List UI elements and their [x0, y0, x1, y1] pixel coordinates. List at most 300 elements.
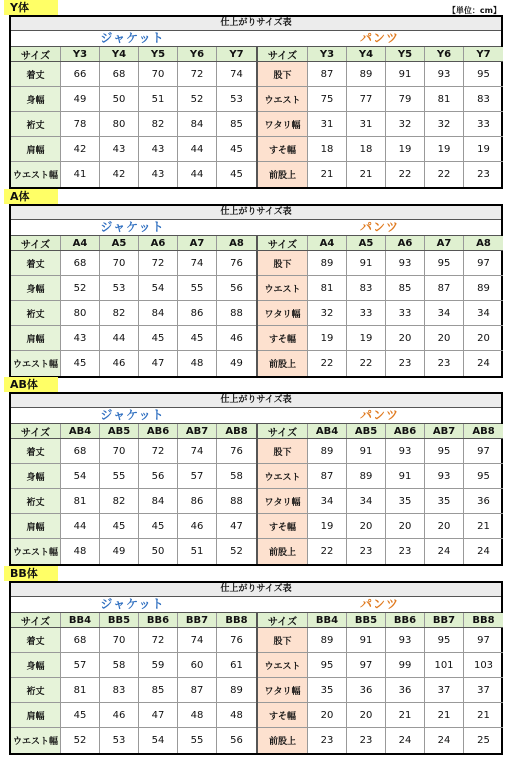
section-tag: BB体 — [4, 566, 58, 581]
size-header-cell: BB8 — [217, 613, 256, 627]
measure-value: 103 — [473, 659, 494, 671]
measure-value: 74 — [178, 439, 217, 463]
table-row — [258, 301, 503, 326]
measure-value: 52 — [61, 276, 100, 300]
measure-value: 91 — [347, 439, 386, 463]
measure-label: 肩幅 — [11, 514, 61, 538]
measure-value: 23 — [347, 539, 386, 564]
measure-value: 36 — [347, 678, 386, 702]
measure-label: 前股上 — [258, 728, 308, 753]
size-header-cell: Y4 — [347, 47, 386, 61]
measure-label: 裄丈 — [11, 301, 61, 325]
measure-value: 74 — [230, 68, 243, 80]
size-table — [9, 392, 503, 566]
measure-value: 46 — [178, 514, 217, 538]
measure-value: 52 — [61, 728, 100, 753]
size-header-cell: BB7 — [425, 613, 464, 627]
size-header-cell: AB5 — [100, 424, 139, 438]
measure-label: 身幅 — [11, 87, 61, 111]
table-row — [258, 439, 503, 464]
measure-label: 裄丈 — [11, 678, 61, 702]
table-row — [11, 137, 256, 162]
table-row — [11, 703, 256, 728]
size-header-cell: Y6 — [178, 47, 217, 61]
group-heading-row — [11, 597, 501, 612]
table-row — [258, 251, 503, 276]
size-header-label: サイズ — [258, 47, 308, 61]
table-row — [11, 251, 256, 276]
jacket-heading: ジャケット — [100, 31, 165, 45]
table-row — [11, 489, 256, 514]
measure-value: 24 — [425, 728, 464, 753]
table-row — [11, 653, 256, 678]
jacket-table — [11, 613, 256, 753]
measure-label: すそ幅 — [258, 326, 308, 350]
measure-value: 21 — [386, 703, 425, 727]
pants-table — [258, 47, 503, 187]
jacket-heading: ジャケット — [100, 408, 165, 422]
measure-value: 20 — [386, 326, 425, 350]
measure-value: 18 — [308, 137, 347, 161]
measure-value: 44 — [178, 162, 217, 187]
section-tag: Y体 — [4, 0, 58, 15]
measure-value: 22 — [386, 162, 425, 187]
size-header-cell: Y6 — [425, 47, 464, 61]
table-row — [11, 514, 256, 539]
size-header-label: サイズ — [258, 613, 308, 627]
size-header-cell: AB8 — [217, 424, 256, 438]
size-header-cell: AB7 — [425, 424, 464, 438]
measure-label: ウエスト — [258, 87, 308, 111]
measure-value: 89 — [347, 62, 386, 86]
table-title: 仕上がりサイズ表 — [11, 17, 501, 31]
pants-table — [258, 424, 503, 564]
measure-value: 93 — [386, 628, 425, 652]
measure-value: 55 — [178, 276, 217, 300]
measure-value: 23 — [308, 728, 347, 753]
measure-label: 着丈 — [11, 62, 61, 86]
measure-value: 70 — [100, 251, 139, 275]
measure-value: 45 — [61, 351, 100, 376]
measure-value: 33 — [386, 301, 425, 325]
measure-value: 82 — [100, 301, 139, 325]
measure-label: 着丈 — [11, 251, 61, 275]
measure-value: 19 — [477, 143, 490, 155]
measure-value: 91 — [347, 628, 386, 652]
measure-value: 84 — [178, 112, 217, 136]
size-header-label: サイズ — [11, 424, 61, 438]
measure-value: 81 — [61, 489, 100, 513]
measure-value: 22 — [425, 162, 464, 187]
table-title: 仕上がりサイズ表 — [11, 394, 501, 408]
size-header-cell: AB6 — [386, 424, 425, 438]
measure-value: 74 — [178, 251, 217, 275]
measure-value: 88 — [230, 495, 243, 507]
measure-value: 45 — [139, 514, 178, 538]
measure-label: ワタリ幅 — [258, 489, 308, 513]
measure-label: 股下 — [258, 62, 308, 86]
measure-label: 身幅 — [11, 464, 61, 488]
measure-label: ウエスト幅 — [11, 728, 61, 753]
measure-value: 25 — [477, 735, 490, 746]
measure-value: 23 — [477, 169, 490, 180]
size-header-label: サイズ — [258, 424, 308, 438]
size-header-cell: Y7 — [464, 47, 503, 61]
measure-value: 68 — [61, 628, 100, 652]
measure-value: 97 — [347, 653, 386, 677]
measure-value: 89 — [308, 439, 347, 463]
measure-value: 72 — [178, 62, 217, 86]
measure-value: 89 — [477, 282, 490, 294]
measure-label: 着丈 — [11, 439, 61, 463]
measure-value: 56 — [230, 735, 243, 746]
measure-value: 45 — [61, 703, 100, 727]
measure-value: 45 — [139, 326, 178, 350]
measure-value: 31 — [308, 112, 347, 136]
table-row — [11, 439, 256, 464]
measure-value: 68 — [61, 439, 100, 463]
table-row — [258, 678, 503, 703]
size-header-label: サイズ — [258, 236, 308, 250]
measure-value: 93 — [425, 464, 464, 488]
measure-label: 身幅 — [11, 276, 61, 300]
table-row — [258, 728, 503, 753]
size-header-cell: A7 — [425, 236, 464, 250]
table-body — [11, 235, 501, 376]
measure-value: 99 — [386, 653, 425, 677]
measure-value: 77 — [347, 87, 386, 111]
measure-value: 76 — [230, 634, 243, 646]
table-row — [11, 728, 256, 753]
size-header-row — [258, 613, 503, 628]
measure-value: 20 — [425, 514, 464, 538]
measure-value: 60 — [178, 653, 217, 677]
measure-label: 肩幅 — [11, 326, 61, 350]
measure-value: 49 — [100, 539, 139, 564]
size-header-cell: A8 — [217, 236, 256, 250]
measure-value: 50 — [139, 539, 178, 564]
measure-label: すそ幅 — [258, 703, 308, 727]
measure-value: 32 — [425, 112, 464, 136]
measure-value: 35 — [425, 489, 464, 513]
table-row — [258, 514, 503, 539]
size-table — [9, 581, 503, 755]
measure-value: 84 — [139, 489, 178, 513]
size-header-cell: A5 — [100, 236, 139, 250]
measure-value: 68 — [61, 251, 100, 275]
measure-value: 36 — [386, 678, 425, 702]
measure-value: 24 — [386, 728, 425, 753]
measure-label: 前股上 — [258, 539, 308, 564]
table-body — [11, 423, 501, 564]
measure-value: 85 — [386, 276, 425, 300]
measure-value: 34 — [308, 489, 347, 513]
table-row — [11, 62, 256, 87]
size-header-cell: BB5 — [100, 613, 139, 627]
size-header-cell: Y3 — [61, 47, 100, 61]
measure-value: 50 — [100, 87, 139, 111]
measure-value: 23 — [347, 728, 386, 753]
measure-label: ウエスト幅 — [11, 351, 61, 376]
unit-label: 【単位：cm】 — [447, 6, 501, 15]
measure-value: 21 — [347, 162, 386, 187]
measure-value: 56 — [230, 282, 243, 294]
measure-value: 81 — [61, 678, 100, 702]
size-header-cell: A7 — [178, 236, 217, 250]
group-heading-row — [11, 220, 501, 235]
measure-label: 前股上 — [258, 162, 308, 187]
measure-value: 31 — [347, 112, 386, 136]
size-header-cell: A8 — [464, 236, 503, 250]
measure-label: ワタリ幅 — [258, 301, 308, 325]
table-row — [258, 326, 503, 351]
measure-value: 58 — [100, 653, 139, 677]
jacket-heading: ジャケット — [100, 220, 165, 234]
measure-value: 22 — [308, 351, 347, 376]
measure-value: 49 — [230, 358, 243, 369]
section-tag: AB体 — [4, 377, 58, 392]
measure-value: 51 — [178, 539, 217, 564]
measure-value: 89 — [347, 464, 386, 488]
measure-value: 70 — [100, 628, 139, 652]
measure-value: 54 — [139, 276, 178, 300]
size-header-cell: A5 — [347, 236, 386, 250]
measure-value: 83 — [477, 93, 490, 105]
measure-label: 股下 — [258, 251, 308, 275]
measure-value: 89 — [230, 684, 243, 696]
jacket-table — [11, 47, 256, 187]
size-header-row — [258, 236, 503, 251]
size-header-row — [11, 424, 256, 439]
table-row — [11, 628, 256, 653]
measure-value: 33 — [347, 301, 386, 325]
size-header-cell: BB7 — [178, 613, 217, 627]
measure-value: 78 — [61, 112, 100, 136]
measure-value: 53 — [230, 93, 243, 105]
measure-value: 89 — [308, 628, 347, 652]
size-header-cell: AB5 — [347, 424, 386, 438]
measure-value: 46 — [100, 703, 139, 727]
measure-value: 20 — [308, 703, 347, 727]
size-header-cell: BB4 — [308, 613, 347, 627]
measure-label: すそ幅 — [258, 514, 308, 538]
measure-value: 36 — [477, 495, 490, 507]
size-header-cell: AB8 — [464, 424, 503, 438]
table-title: 仕上がりサイズ表 — [11, 206, 501, 220]
table-row — [11, 162, 256, 187]
measure-value: 93 — [425, 62, 464, 86]
measure-value: 34 — [347, 489, 386, 513]
section-tag: A体 — [4, 189, 58, 204]
measure-value: 74 — [178, 628, 217, 652]
measure-value: 70 — [100, 439, 139, 463]
table-row — [11, 276, 256, 301]
measure-value: 19 — [308, 514, 347, 538]
table-row — [11, 539, 256, 564]
measure-label: ウエスト幅 — [11, 162, 61, 187]
measure-value: 95 — [425, 251, 464, 275]
measure-label: 股下 — [258, 628, 308, 652]
measure-value: 95 — [425, 628, 464, 652]
measure-value: 22 — [308, 539, 347, 564]
measure-value: 80 — [100, 112, 139, 136]
measure-value: 81 — [425, 87, 464, 111]
size-header-cell: Y5 — [139, 47, 178, 61]
pants-heading: パンツ — [359, 408, 399, 422]
measure-value: 85 — [230, 118, 243, 130]
size-header-cell: A6 — [139, 236, 178, 250]
measure-value: 97 — [477, 445, 490, 457]
measure-label: 肩幅 — [11, 703, 61, 727]
measure-value: 23 — [425, 351, 464, 376]
measure-value: 19 — [347, 326, 386, 350]
measure-value: 45 — [230, 169, 243, 180]
measure-value: 86 — [178, 301, 217, 325]
measure-value: 52 — [230, 546, 243, 557]
measure-value: 19 — [425, 137, 464, 161]
measure-value: 44 — [178, 137, 217, 161]
measure-value: 49 — [61, 87, 100, 111]
measure-value: 80 — [61, 301, 100, 325]
measure-label: 前股上 — [258, 351, 308, 376]
measure-value: 53 — [100, 276, 139, 300]
size-header-cell: Y4 — [100, 47, 139, 61]
measure-value: 21 — [308, 162, 347, 187]
table-row — [11, 678, 256, 703]
measure-label: 身幅 — [11, 653, 61, 677]
table-body — [11, 46, 501, 187]
measure-value: 58 — [230, 470, 243, 482]
size-header-label: サイズ — [11, 613, 61, 627]
measure-value: 43 — [100, 137, 139, 161]
measure-value: 93 — [386, 251, 425, 275]
measure-value: 68 — [100, 62, 139, 86]
measure-value: 54 — [139, 728, 178, 753]
measure-value: 47 — [139, 703, 178, 727]
measure-value: 21 — [477, 520, 490, 532]
measure-value: 35 — [308, 678, 347, 702]
table-row — [258, 464, 503, 489]
measure-value: 48 — [178, 351, 217, 376]
measure-value: 95 — [425, 439, 464, 463]
measure-value: 18 — [347, 137, 386, 161]
size-header-cell: BB6 — [386, 613, 425, 627]
measure-value: 23 — [386, 539, 425, 564]
pants-table — [258, 236, 503, 376]
measure-label: ウエスト — [258, 276, 308, 300]
size-header-cell: A4 — [308, 236, 347, 250]
measure-label: ワタリ幅 — [258, 112, 308, 136]
measure-value: 86 — [178, 489, 217, 513]
size-header-row — [11, 613, 256, 628]
size-header-row — [11, 47, 256, 62]
measure-value: 85 — [139, 678, 178, 702]
measure-value: 43 — [139, 162, 178, 187]
measure-value: 43 — [139, 137, 178, 161]
size-header-cell: A6 — [386, 236, 425, 250]
measure-value: 59 — [139, 653, 178, 677]
pants-table — [258, 613, 503, 753]
measure-value: 57 — [178, 464, 217, 488]
measure-value: 72 — [139, 251, 178, 275]
measure-value: 55 — [100, 464, 139, 488]
measure-value: 76 — [230, 445, 243, 457]
jacket-heading: ジャケット — [100, 597, 165, 611]
measure-value: 24 — [477, 358, 490, 369]
measure-value: 53 — [100, 728, 139, 753]
table-row — [258, 351, 503, 376]
table-title: 仕上がりサイズ表 — [11, 583, 501, 597]
measure-value: 81 — [308, 276, 347, 300]
measure-value: 95 — [308, 653, 347, 677]
measure-value: 52 — [178, 87, 217, 111]
measure-label: ウエスト幅 — [11, 539, 61, 564]
measure-value: 83 — [100, 678, 139, 702]
table-body — [11, 612, 501, 753]
table-row — [258, 539, 503, 564]
table-row — [11, 326, 256, 351]
size-header-cell: Y7 — [217, 47, 256, 61]
size-header-row — [11, 236, 256, 251]
measure-value: 32 — [386, 112, 425, 136]
measure-value: 45 — [100, 514, 139, 538]
measure-value: 87 — [308, 464, 347, 488]
measure-value: 20 — [347, 514, 386, 538]
measure-value: 41 — [61, 162, 100, 187]
measure-value: 42 — [100, 162, 139, 187]
measure-value: 66 — [61, 62, 100, 86]
measure-label: 裄丈 — [11, 489, 61, 513]
measure-value: 93 — [386, 439, 425, 463]
table-row — [11, 464, 256, 489]
table-row — [258, 489, 503, 514]
size-table — [9, 204, 503, 378]
table-row — [258, 87, 503, 112]
measure-label: 着丈 — [11, 628, 61, 652]
measure-value: 72 — [139, 439, 178, 463]
table-row — [11, 112, 256, 137]
measure-value: 19 — [308, 326, 347, 350]
table-row — [258, 703, 503, 728]
size-header-cell: AB4 — [61, 424, 100, 438]
measure-value: 21 — [425, 703, 464, 727]
measure-label: ウエスト — [258, 653, 308, 677]
group-heading-row — [11, 408, 501, 423]
table-row — [258, 628, 503, 653]
pants-heading: パンツ — [359, 31, 399, 45]
measure-value: 24 — [425, 539, 464, 564]
measure-value: 95 — [477, 68, 490, 80]
measure-value: 101 — [425, 653, 464, 677]
measure-value: 51 — [139, 87, 178, 111]
measure-value: 95 — [477, 470, 490, 482]
measure-label: 裄丈 — [11, 112, 61, 136]
measure-value: 87 — [425, 276, 464, 300]
jacket-table — [11, 424, 256, 564]
size-header-cell: BB4 — [61, 613, 100, 627]
size-header-cell: AB7 — [178, 424, 217, 438]
measure-value: 23 — [386, 351, 425, 376]
measure-label: 股下 — [258, 439, 308, 463]
measure-label: ウエスト — [258, 464, 308, 488]
measure-value: 56 — [139, 464, 178, 488]
measure-value: 75 — [308, 87, 347, 111]
measure-value: 72 — [139, 628, 178, 652]
size-header-cell: BB6 — [139, 613, 178, 627]
measure-value: 48 — [178, 703, 217, 727]
size-header-label: サイズ — [11, 236, 61, 250]
table-row — [11, 351, 256, 376]
